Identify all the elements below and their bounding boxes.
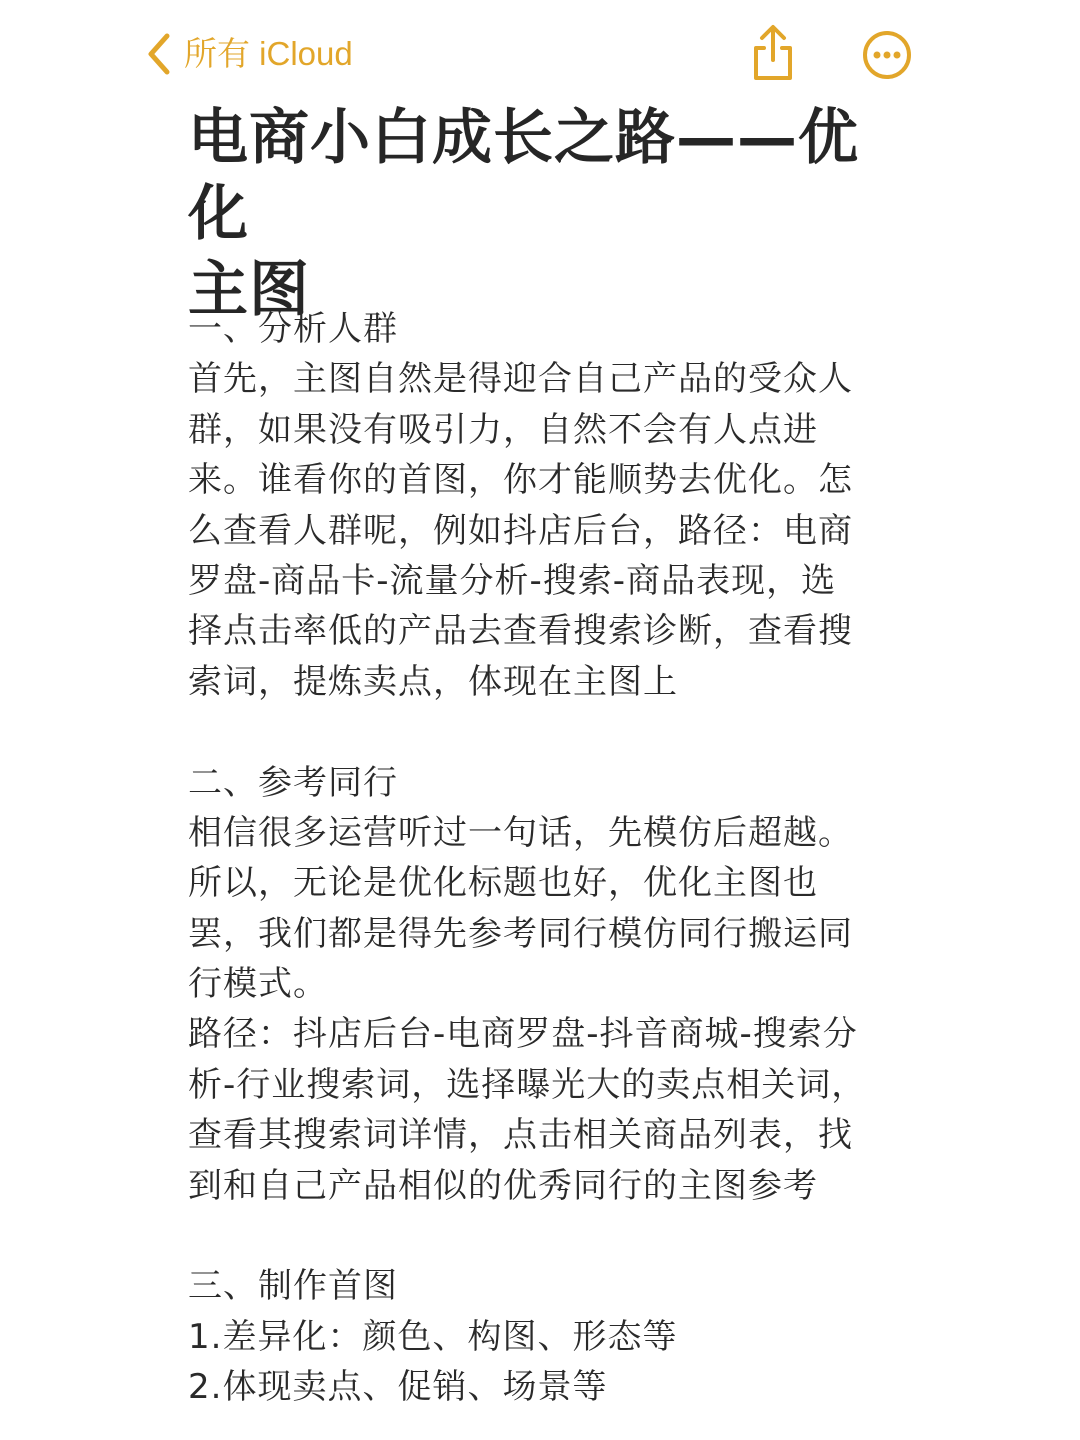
back-button[interactable] — [146, 26, 353, 82]
note-title-line: 主图 — [188, 255, 310, 325]
body-line: 1.差异化：颜色、构图、形态等 — [188, 1316, 678, 1357]
note-title-line: 电商小白成长之路——优化 — [188, 103, 859, 249]
body-line: 择点击率低的产品去查看搜索诊断，查看搜 — [188, 611, 853, 652]
body-line: 群，如果没有吸引力，自然不会有人点进 — [188, 409, 818, 450]
chevron-left-icon — [146, 32, 172, 76]
share-icon[interactable] — [748, 24, 798, 82]
body-line: 首先，主图自然是得迎合自己产品的受众人 — [188, 359, 853, 400]
body-line: 行模式。 — [188, 964, 328, 1005]
body-line: 路径：抖店后台-电商罗盘-抖音商城-搜索分 — [188, 1014, 858, 1055]
more-icon[interactable] — [862, 30, 912, 80]
blank-line — [188, 707, 888, 757]
note-body — [188, 304, 888, 1413]
body-line: 查看其搜索词详情，点击相关商品列表，找 — [188, 1115, 853, 1156]
body-line: 来。谁看你的首图，你才能顺势去优化。怎 — [188, 460, 853, 501]
note-title — [188, 100, 888, 328]
body-line: 罗盘-商品卡-流量分析-搜索-商品表现，选 — [188, 560, 837, 601]
body-line: 到和自己产品相似的优秀同行的主图参考 — [188, 1165, 818, 1206]
section-heading: 一、分析人群 — [188, 309, 398, 349]
body-line: 索词，提炼卖点，体现在主图上 — [188, 661, 678, 702]
body-line: 析-行业搜索词，选择曝光大的卖点相关词， — [188, 1064, 867, 1105]
section-heading: 三、制作首图 — [188, 1266, 398, 1307]
back-label: 所有 iCloud — [184, 35, 353, 72]
body-line: 相信很多运营听过一句话，先模仿后超越。 — [188, 812, 853, 853]
blank-line — [188, 1211, 888, 1261]
body-line: 所以，无论是优化标题也好，优化主图也 — [188, 863, 818, 904]
body-line: 2.体现卖点、促销、场景等 — [188, 1367, 608, 1408]
section-heading: 二、参考同行 — [188, 762, 398, 803]
body-line: 么查看人群呢，例如抖店后台，路径：电商 — [188, 510, 853, 551]
navigation-bar — [0, 0, 1080, 110]
body-line: 罢，我们都是得先参考同行模仿同行搬运同 — [188, 913, 853, 954]
